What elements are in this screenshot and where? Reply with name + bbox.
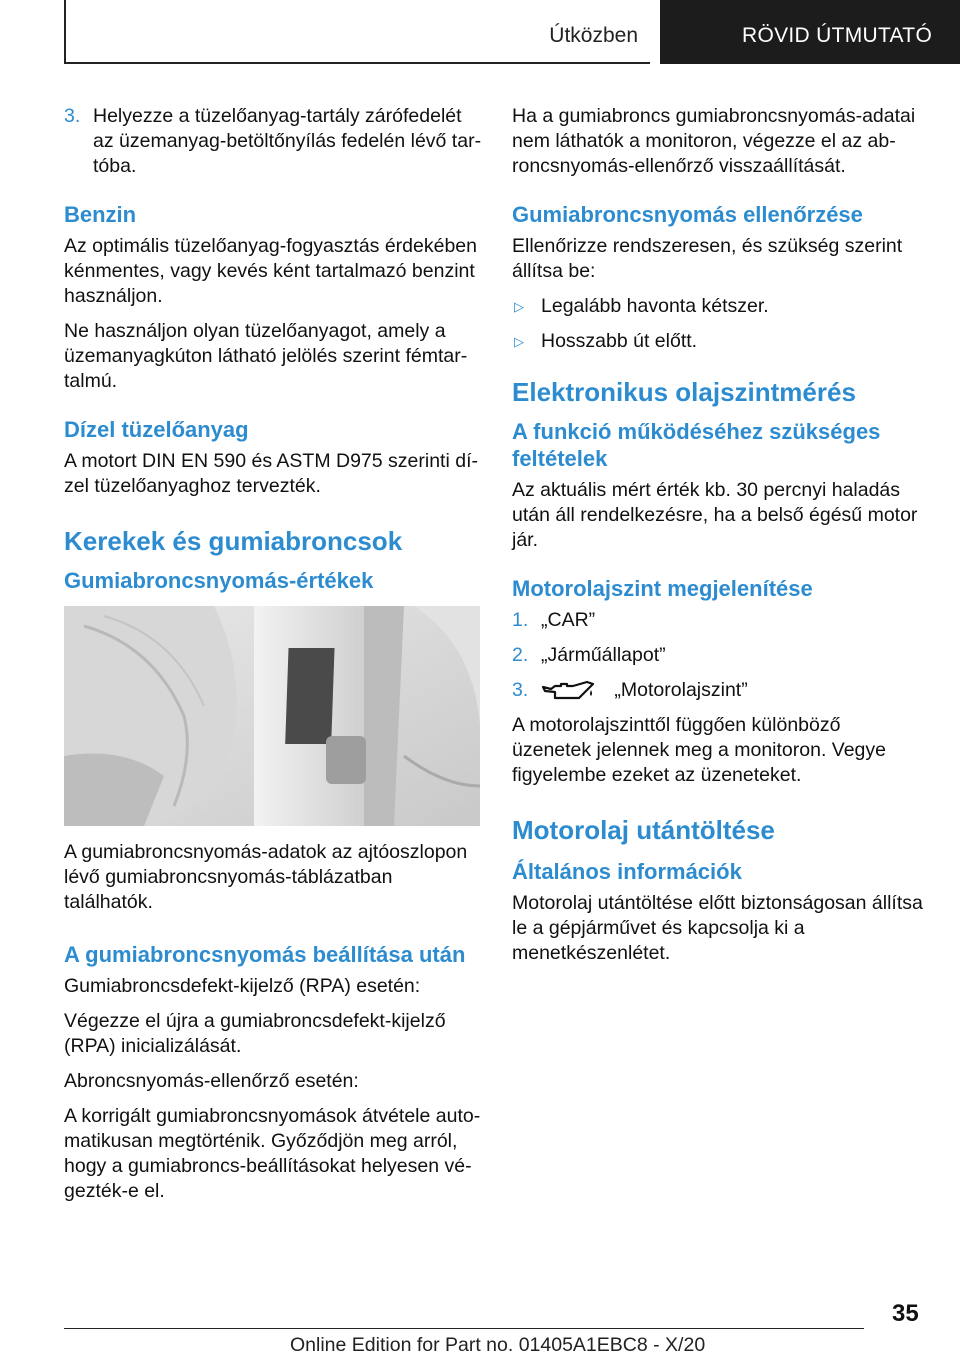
paragraph: Az optimális tüzelőanyag-fogyasztás érdekében kénmentes, vagy kevés ként tartalmazó benzint használjon. (64, 235, 477, 307)
header-rule-left (64, 0, 66, 64)
step-text: „CAR” (541, 609, 596, 631)
step-number: 1. (512, 609, 529, 631)
paragraph: Ellenőrizze rendszeresen, és szükség szerint állítsa be: (512, 235, 903, 282)
list-item-text: Hosszabb út előtt. (541, 330, 698, 352)
section-heading-dizel: Dízel tüzelőanyag (64, 417, 249, 442)
chapter-heading-wheels: Kerekek és gumiabroncsok (64, 526, 403, 556)
list-item-text: Legalább havonta kétszer. (541, 295, 769, 317)
header-rule-bottom (64, 62, 650, 64)
list-item (512, 294, 924, 319)
left-column (64, 104, 482, 1214)
section-heading-pressure-check: Gumiabroncsnyomás ellenőrzése (512, 202, 863, 227)
photo-caption: A gumiabroncsnyomás-adatok az ajtóoszlopon lévő gumiabroncsnyomás-táblázatban találhatók. (64, 841, 468, 913)
section-heading-general-info: Általános információk (512, 859, 742, 884)
page-number: 35 (892, 1300, 919, 1327)
section-heading-oil-display: Motorolajszint megjelenítése (512, 576, 813, 601)
list-item (512, 329, 924, 354)
footer-edition: Online Edition for Part no. 01405A1EBC8 - X/20 (290, 1334, 706, 1356)
door-pillar-photo (64, 606, 480, 826)
step-text: „Járműállapot” (541, 644, 666, 666)
section-heading-after-setting: A gumiabroncsnyomás beállítása után (64, 942, 466, 967)
step-3-item (64, 104, 482, 179)
paragraph: Az aktuális mért érték kb. 30 percnyi haladás után áll rendelkezésre, ha a belső égésű motor jár. (512, 479, 918, 551)
paragraph: Motorolaj utántöltése előtt biztonságosan állítsa le a gépjárművet és kapcsolja ki a menetkészenlétet. (512, 892, 923, 964)
paragraph: A motorolajszinttől függően különböző üzenetek jelennek meg a monitoron. Vegye figyelembe ezeket az üzeneteket. (512, 714, 886, 786)
chapter-heading-oil-refill: Motorolaj utántöltése (512, 815, 775, 845)
section-heading-benzin: Benzin (64, 202, 137, 227)
right-column (512, 104, 924, 976)
section-heading-pressure-values: Gumiabroncsnyomás-értékek (64, 568, 374, 593)
paragraph: Abroncsnyomás-ellenőrző esetén: (64, 1070, 359, 1092)
step-item (512, 678, 924, 703)
chapter-heading-oil-measurement: Elektronikus olajszintmérés (512, 377, 856, 407)
paragraph: A korrigált gumiabroncsnyomások átvétele automatikusan megtörténik. Győződjön meg arról, hogy a gumiabroncs-beállításokat helyesen végezték-e el. (64, 1105, 481, 1202)
step-item (512, 608, 924, 633)
triangle-bullet-icon: ▷ (514, 334, 524, 349)
paragraph: A motort DIN EN 590 és ASTM D975 szerinti dízel tüzelőanyaghoz tervezték. (64, 450, 478, 497)
oil-can-icon (541, 680, 595, 702)
step-text: „Motorolajszint” (614, 679, 748, 701)
step-number: 3. (64, 105, 81, 127)
footer-rule (64, 1328, 864, 1329)
paragraph: Ne használjon olyan tüzelőanyagot, amely a üzemanyagkúton látható jelölés szerint fémtartalmú. (64, 320, 468, 392)
paragraph: Végezze el újra a gumiabroncsdefekt-kijelző (RPA) inicializálását. (64, 1010, 446, 1057)
paragraph: Gumiabroncsdefekt-kijelző (RPA) esetén: (64, 975, 421, 997)
header-section-title: Útközben (549, 24, 638, 47)
door-pillar-illustration (64, 606, 480, 826)
step-number: 2. (512, 644, 529, 666)
step-number: 3. (512, 679, 529, 701)
step-item (512, 643, 924, 668)
triangle-bullet-icon: ▷ (514, 299, 524, 314)
header-tab-label: RÖVID ÚTMUTATÓ (742, 24, 933, 47)
section-heading-requirements: A funkció működéséhez szükséges feltételek (512, 419, 881, 471)
paragraph: Ha a gumiabroncs gumiabroncsnyomás-adatai nem láthatók a monitoron, végezze el az abroncsnyomás-ellenőrző visszaállítását. (512, 105, 916, 177)
step-text: Helyezze a tüzelőanyag-tartály zárófedelét az üzemanyag-betöltőnyílás fedelén lévő tartóba. (93, 105, 482, 177)
